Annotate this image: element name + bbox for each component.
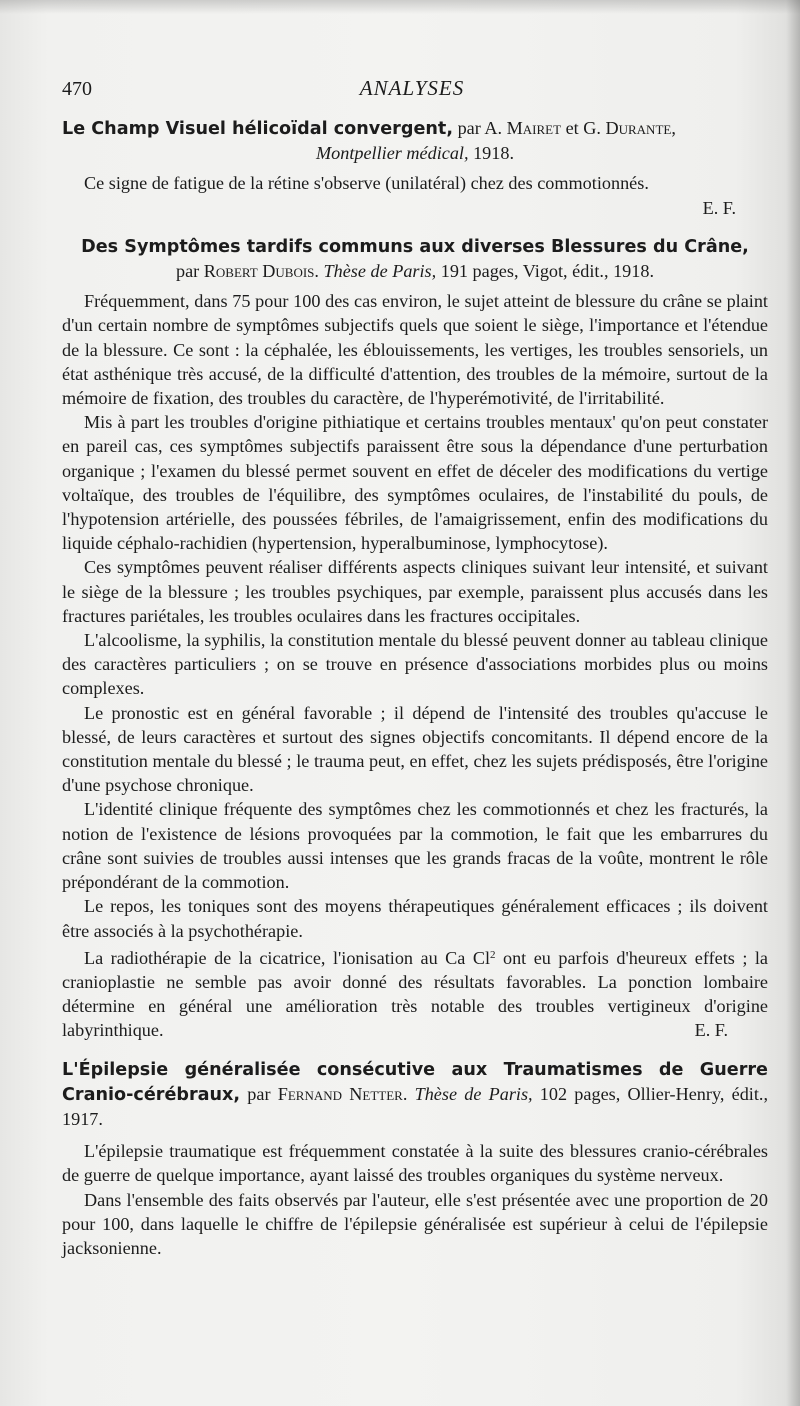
article-title-line	[62, 234, 768, 259]
author-name: Durante,	[605, 118, 676, 138]
thesis-label: Thèse de Paris,	[318, 261, 437, 282]
publication-info: 102 pages, Ollier-Henry, édit., 1917.	[62, 1083, 768, 1129]
page-header	[62, 74, 762, 104]
page-right-shadow	[786, 0, 800, 1406]
author-name: Mairet	[506, 118, 562, 138]
journal-name: Montpellier médical,	[315, 143, 469, 164]
article-title: Le Champ Visuel hélicoïdal convergent,	[62, 119, 454, 139]
article-paragraph: Mis à part les troubles d'origine pithiatique et certains troubles mentaux' qu'on peut constater en pareil cas, ces symptômes subjectifs paraissent être sous la dépendance d'une perturbation organique ; l'examen du blessé permet souvent en effet de déceler des modifications du vertige voltaïque, des troubles de l'équilibre, des symptômes oculaires, de l'instabilité du pouls, de l'hypotension artérielle, des poussées fébriles, de l'amaigrissement, enfin des modifications du liquide céphalo-rachidien (hypertension, hyperalbuminose, lymphocytose).	[62, 412, 768, 554]
article-paragraph: L'alcoolisme, la syphilis, la constitution mentale du blessé peuvent donner au tableau clinique des caractères particuliers ; on se trouve en présence d'associations morbides plus ou moins complexes.	[62, 630, 768, 699]
article-paragraph: L'identité clinique fréquente des symptômes chez les commotionnés et chez les fracturés, la notion de l'existence de lésions provoquées par la commotion, le fait que les embarrures du crâne sont suivies de troubles aussi intenses que les grands fracas de la voûte, montrent le rôle prépondérant de la commotion.	[62, 799, 768, 893]
article-paragraph: Dans l'ensemble des faits observés par l'auteur, elle s'est présentée avec une proportion de 20 pour 100, dans laquelle le chiffre de l'épilepsie généralisée est supérieur à celui de l'épilepsie jacksonienne.	[62, 1189, 768, 1258]
byline-pre: par	[240, 1083, 278, 1104]
article-paragraph: Ce signe de fatigue de la rétine s'observe (unilatéral) chez des commotionnés.	[84, 173, 649, 194]
article-paragraph: L'épilepsie traumatique est fréquemment constatée à la suite des blessures cranio-cérébrales de guerre de quelque importance, ayant laissé des troubles organiques du système nerveux.	[62, 1141, 768, 1186]
article-symptomes-tardifs	[62, 234, 768, 1043]
byline-pre: par	[175, 261, 204, 282]
signature: E. F.	[702, 197, 736, 218]
page-number: 470	[62, 78, 92, 100]
author-name: Fernand Netter.	[277, 1083, 408, 1104]
article-title-line	[62, 1057, 768, 1132]
running-head: ANALYSES	[359, 76, 465, 100]
article-champ-visuel	[62, 116, 768, 220]
publication-info: 191 pages, Vigot, édit., 1918.	[436, 261, 654, 282]
article-paragraph: La radiothérapie de la cicatrice, l'ionisation au Ca Cl$^2$ ont eu parfois d'heureux effets ; la cranioplastie ne semble pas avoir donné des résultats favorables. La ponction lombaire détermine en général une amélioration très notable des troubles vertigineux d'origine labyrinthique. E. F.	[62, 943, 768, 1043]
thesis-label: Thèse de Paris,	[407, 1083, 533, 1104]
article-paragraph: Le pronostic est en général favorable ; il dépend de l'intensité des troubles qu'accuse le blessé, de leurs caractères et surtout des signes objectifs concomitants. Il dépend encore de la constitution mentale du blessé ; le trauma peut, en effet, chez les sujets prédisposés, être l'origine d'une psychose chronique.	[62, 702, 768, 796]
article-title-line	[62, 116, 768, 141]
byline-mid: et G.	[561, 118, 606, 138]
byline	[62, 259, 768, 283]
page-content	[62, 116, 768, 1260]
journal-line	[62, 141, 768, 165]
byline-pre: par A.	[453, 118, 507, 138]
article-paragraph: Fréquemment, dans 75 pour 100 des cas environ, le sujet atteint de blessure du crâne se plaint d'un certain nombre de symptômes subjectifs quels que soient le siège, l'importance et l'étendue de la blessure. Ce sont : la céphalée, les éblouissements, les vertiges, les troubles sensoriels, un état asthénique très accusé, de la difficulté d'attention, des troubles de la mémoire, surtout de la mémoire de fixation, des troubles du caractère, de l'hyperémotivité, de l'irritabilité.	[62, 291, 768, 409]
page-top-shadow	[0, 0, 800, 14]
article-paragraph: Ces symptômes peuvent réaliser différents aspects cliniques suivant leur intensité, et suivant le siège de la blessure ; les troubles psychiques, par exemple, paraissent plus accusés dans les fractures pariétales, les troubles oculaires dans les fractures occipitales.	[62, 557, 768, 626]
journal-year: 1918.	[468, 143, 514, 164]
signature: E. F.	[694, 1020, 728, 1041]
article-paragraph: Le repos, les toniques sont des moyens thérapeutiques généralement efficaces ; ils doivent être associés à la psychothérapie.	[62, 896, 768, 941]
article-title: Des Symptômes tardifs communs aux diverses Blessures du Crâne,	[81, 236, 749, 257]
article-title: L'Épilepsie généralisée consécutive aux Traumatismes de Guerre Cranio-cérébraux,	[62, 1059, 768, 1105]
article-epilepsie	[62, 1057, 768, 1261]
author-name: Robert Dubois.	[203, 261, 319, 282]
